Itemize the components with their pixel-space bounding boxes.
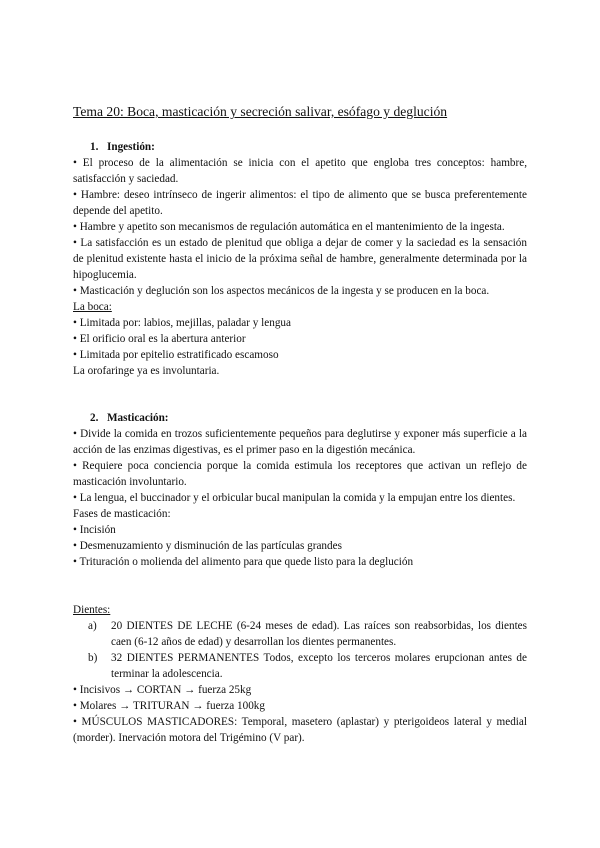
list-item: • Limitada por: labios, mejillas, paladar y lengua [73,317,291,329]
fases-label: Fases de masticación: [73,508,171,520]
paragraph: • Divide la comida en trozos suficientemente pequeños para deglutirse y exponer más superficie a la acción de las enzimas digestivas, es el primer paso en la digestión mecánica. [73,428,527,456]
ingestion-body [73,155,527,379]
paragraph: • La lengua, el buccinador y el orbicular bucal manipulan la comida y la empujan entre los dientes. [73,492,516,504]
list-item: • Molares → TRITURAN → fuerza 100kg [73,700,265,712]
masticacion-body [73,426,527,570]
boca-note: La orofaringe ya es involuntaria. [73,365,220,377]
paragraph: • Requiere poca conciencia porque la comida estimula los receptores que activan un reflejo de masticación involuntario. [73,460,527,488]
list-item: • Incisivos → CORTAN → fuerza 25kg [73,684,252,696]
section-heading [73,139,527,155]
paragraph: • La satisfacción es un estado de plenitud que obliga a dejar de comer y la saciedad es la sensación de plenitud existente hasta el inicio de la próxima señal de hambre, generalmente determinada por la hipoglucemia. [73,237,527,281]
dientes-label: Dientes: [73,604,111,616]
paragraph: • Masticación y deglución son los aspectos mecánicos de la ingesta y se producen en la boca. [73,285,490,297]
section-number: 2. [90,412,99,424]
page-title: Tema 20: Boca, masticación y secreción salivar, esófago y deglución [73,104,448,119]
section-masticacion [73,410,527,426]
item-marker: a) [88,620,97,632]
boca-label: La boca: [73,301,112,313]
list-item: • Limitada por epitelio estratificado escamoso [73,349,279,361]
item-text: 32 DIENTES PERMANENTES Todos, excepto los terceros molares erupcionan antes de terminar la adolescencia. [111,652,527,680]
list-item [73,618,527,650]
list-item: • Desmenuzamiento y disminución de las partículas grandes [73,540,342,552]
list-item [73,650,527,682]
section-ingestion [73,139,527,155]
item-text: 20 DIENTES DE LECHE (6-24 meses de edad). Las raíces son reabsorbidas, los dientes caen (6-12 años de edad) y desarrollan los dientes permanentes. [111,620,527,648]
section-title: Ingestión: [107,141,155,153]
list-item: • Trituración o molienda del alimento para que quede listo para la deglución [73,556,414,568]
paragraph: • Hambre y apetito son mecanismos de regulación automática en el mantenimiento de la ingesta. [73,221,505,233]
list-item: • Incisión [73,524,116,536]
section-title: Masticación: [107,412,169,424]
paragraph: • El proceso de la alimentación se inicia con el apetito que engloba tres conceptos: hambre, satisfacción y saciedad. [73,157,527,185]
section-heading [73,410,527,426]
list-item: • MÚSCULOS MASTICADORES: Temporal, masetero (aplastar) y pterigoideos lateral y medial (morder). Inervación motora del Trigémino (V par). [73,716,527,744]
list-item: • El orificio oral es la abertura anterior [73,333,246,345]
paragraph: • Hambre: deseo intrínseco de ingerir alimentos: el tipo de alimento que se busca preferentemente depende del apetito. [73,189,527,217]
item-marker: b) [88,652,98,664]
dientes-section [73,602,527,746]
section-number: 1. [90,141,99,153]
